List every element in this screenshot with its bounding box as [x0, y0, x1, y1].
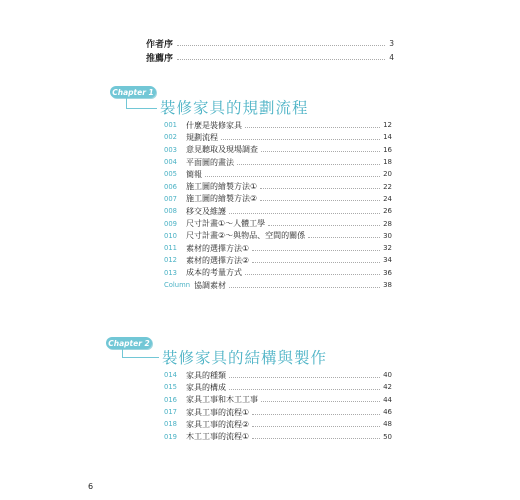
- leader-dots: [308, 237, 380, 238]
- toc-entry[interactable]: [164, 217, 392, 229]
- entry-title: 素材的選擇方法①: [186, 243, 250, 253]
- leader-dots: [261, 151, 380, 152]
- toc-entry[interactable]: [164, 180, 392, 192]
- entry-page: 30: [383, 231, 392, 240]
- entry-page: 42: [383, 383, 392, 392]
- entry-title: 平面圖的畫法: [186, 157, 234, 167]
- chapter-1-title: 裝修家具的規劃流程: [160, 99, 309, 117]
- entry-number: 016: [164, 395, 177, 404]
- entry-title: 家具工事的流程①: [186, 407, 250, 417]
- entry-title: 家具工事和木工工事: [186, 395, 258, 405]
- entry-title: 施工圖的繪製方法①: [186, 182, 258, 192]
- entry-title: 家具工事的流程②: [186, 419, 250, 429]
- entry-number: 019: [164, 432, 177, 441]
- entry-page: 34: [383, 256, 392, 265]
- entry-number: 009: [164, 219, 177, 228]
- entry-number: 008: [164, 207, 177, 216]
- leader-dots: [221, 139, 380, 140]
- entry-title: 成本的考量方式: [186, 268, 242, 278]
- entry-title: 木工工事的流程①: [186, 432, 250, 442]
- entry-page: 36: [383, 268, 392, 277]
- toc-title: 作者序: [146, 39, 174, 50]
- entry-number: 018: [164, 420, 177, 429]
- entry-title: 移交及維護: [186, 206, 226, 216]
- entry-page: 14: [383, 133, 392, 142]
- entry-page: 44: [383, 395, 392, 404]
- entry-number: 012: [164, 256, 177, 265]
- toc-entry[interactable]: [164, 394, 392, 406]
- toc-entry[interactable]: [164, 242, 392, 254]
- entry-number: 011: [164, 244, 177, 253]
- toc-entry[interactable]: [164, 430, 392, 442]
- toc-entry[interactable]: [164, 144, 392, 156]
- entry-title: 規劃流程: [186, 132, 218, 142]
- chapter-1-entries: [164, 119, 392, 291]
- leader-dots: [245, 274, 380, 275]
- toc-page: 3: [389, 38, 394, 48]
- toc-entry[interactable]: [164, 193, 392, 205]
- leader-dots: [252, 414, 380, 415]
- toc-row-preface-author[interactable]: [146, 36, 394, 50]
- chapter-1-badge: Chapter 1: [110, 86, 156, 98]
- leader-dots: [229, 213, 380, 214]
- chapter-2-entries: [164, 369, 392, 443]
- entry-number: Column: [164, 281, 191, 289]
- entry-number: 004: [164, 158, 177, 167]
- chapter-2-title: 裝修家具的結構與製作: [162, 349, 328, 367]
- leader-dots: [268, 225, 380, 226]
- entry-title: 什麼是裝修家具: [186, 120, 242, 130]
- leader-dots: [229, 389, 380, 390]
- leader-dots: [245, 127, 380, 128]
- entry-page: 18: [383, 158, 392, 167]
- leader-dots: [229, 287, 380, 288]
- toc-entry[interactable]: [164, 381, 392, 393]
- entry-title: 協調素材: [194, 280, 226, 290]
- toc-row-preface-recommend[interactable]: [146, 50, 394, 64]
- page-number: 6: [88, 482, 94, 491]
- entry-number: 006: [164, 182, 177, 191]
- toc-entry[interactable]: [164, 205, 392, 217]
- chapter-2-badge: Chapter 2: [106, 337, 152, 349]
- entry-page: 32: [383, 244, 392, 253]
- entry-page: 26: [383, 207, 392, 216]
- toc-entry[interactable]: [164, 418, 392, 430]
- entry-page: 46: [383, 408, 392, 417]
- entry-title: 施工圖的繪製方法②: [186, 194, 258, 204]
- entry-page: 50: [383, 432, 392, 441]
- toc-entry[interactable]: [164, 168, 392, 180]
- toc-entry[interactable]: [164, 119, 392, 131]
- entry-number: 015: [164, 383, 177, 392]
- entry-number: 005: [164, 170, 177, 179]
- leader-dots: [252, 262, 380, 263]
- entry-page: 16: [383, 145, 392, 154]
- leader-dots: [260, 188, 380, 189]
- toc-entry[interactable]: [164, 254, 392, 266]
- entry-page: 22: [383, 182, 392, 191]
- leader-dots: [177, 59, 385, 60]
- entry-page: 20: [383, 170, 392, 179]
- leader-dots: [261, 401, 380, 402]
- leader-dots: [205, 176, 380, 177]
- entry-number: 017: [164, 408, 177, 417]
- entry-title: 家具的種類: [186, 370, 226, 380]
- entry-number: 013: [164, 268, 177, 277]
- toc-entry[interactable]: [164, 131, 392, 143]
- chapter-2-connector: [122, 349, 159, 358]
- leader-dots: [252, 250, 380, 251]
- toc-page: 4: [389, 52, 394, 62]
- entry-title: 簡報: [186, 169, 202, 179]
- entry-number: 001: [164, 121, 177, 130]
- entry-title: 家具的構成: [186, 382, 226, 392]
- toc-entry[interactable]: [164, 369, 392, 381]
- toc-title: 推薦序: [146, 53, 174, 64]
- leader-dots: [177, 45, 385, 46]
- entry-title: 尺寸計畫②～與物品、空間的關係: [186, 231, 306, 241]
- leader-dots: [252, 438, 380, 439]
- leader-dots: [252, 426, 380, 427]
- entry-page: 28: [383, 219, 392, 228]
- entry-title: 素材的選擇方法②: [186, 255, 250, 265]
- entry-title: 意見聽取及現場調查: [186, 145, 258, 155]
- entry-number: 007: [164, 194, 177, 203]
- toc-entry[interactable]: [164, 230, 392, 242]
- entry-number: 003: [164, 145, 177, 154]
- toc-entry[interactable]: [164, 406, 392, 418]
- toc-entry-column[interactable]: [164, 279, 392, 291]
- entry-page: 38: [383, 281, 392, 289]
- entry-page: 12: [383, 121, 392, 130]
- entry-number: 014: [164, 371, 177, 380]
- entry-title: 尺寸計畫①～人體工學: [186, 219, 266, 229]
- chapter-1-connector: [126, 98, 157, 109]
- entry-number: 002: [164, 133, 177, 142]
- toc-entry[interactable]: [164, 267, 392, 279]
- leader-dots: [229, 377, 380, 378]
- entry-number: 010: [164, 231, 177, 240]
- toc-entry[interactable]: [164, 156, 392, 168]
- entry-page: 40: [383, 371, 392, 380]
- leader-dots: [260, 200, 380, 201]
- entry-page: 48: [383, 420, 392, 429]
- leader-dots: [237, 164, 380, 165]
- entry-page: 24: [383, 194, 392, 203]
